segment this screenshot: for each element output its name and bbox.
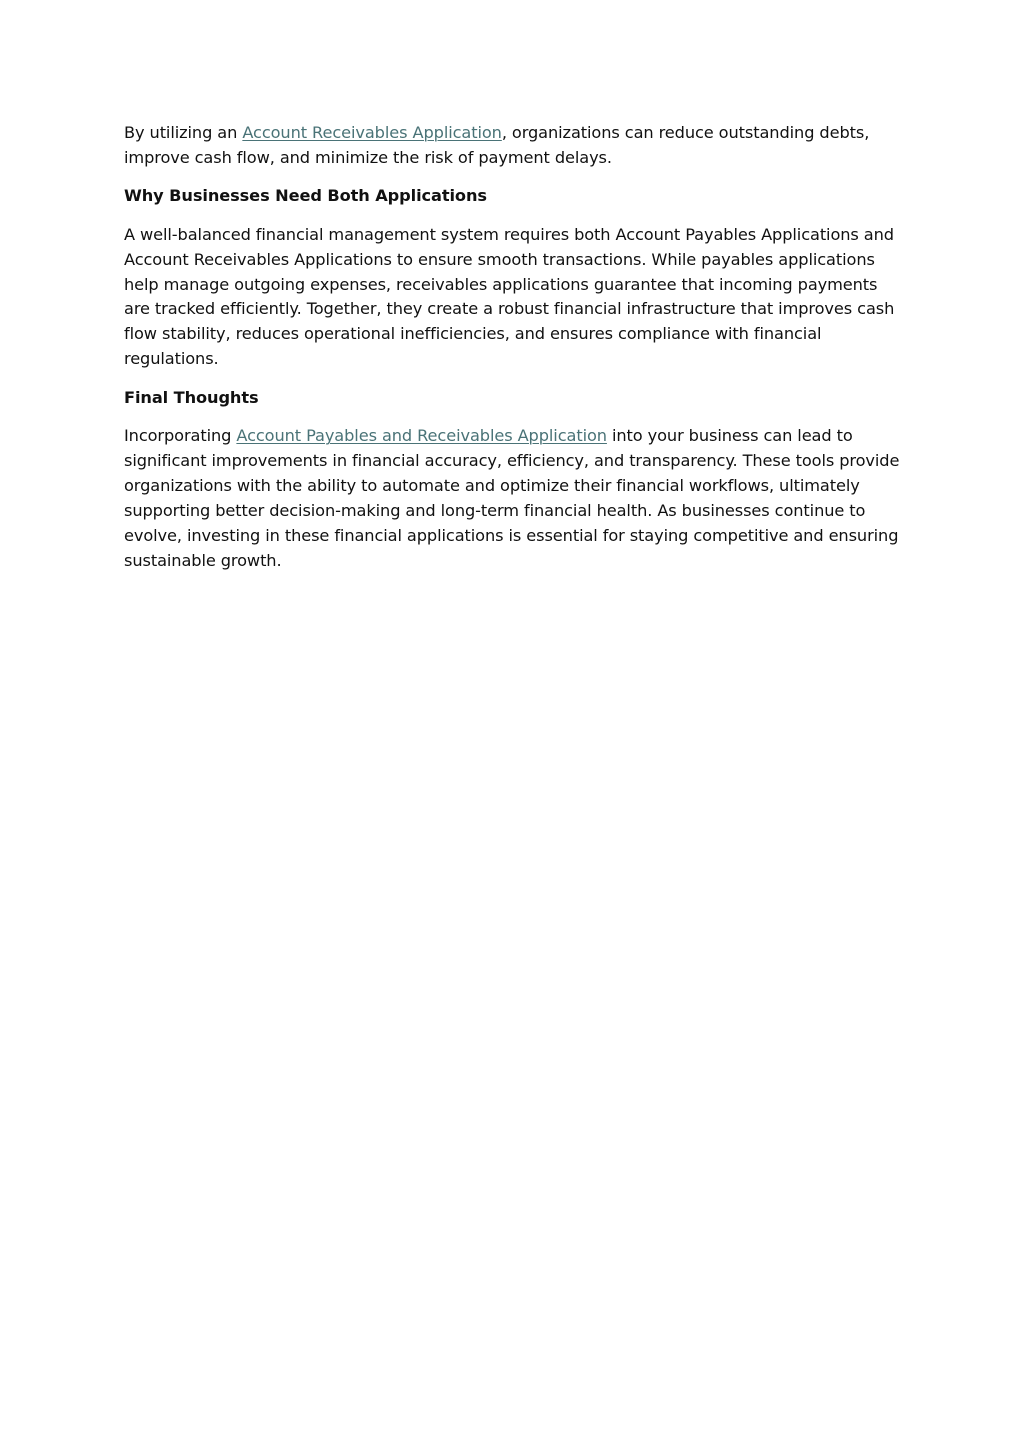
section-heading-final: Final Thoughts xyxy=(124,387,259,407)
section-heading-why: Why Businesses Need Both Applications xyxy=(124,186,487,206)
payables-receivables-link[interactable]: Account Payables and Receivables Application xyxy=(236,426,607,446)
final-text-before: Incorporating xyxy=(124,426,237,446)
intro-paragraph xyxy=(124,121,904,171)
final-text-after: into your business can lead to significant improvements in financial accuracy, efficiency, and transparency. These tools provide organizations with the ability to automate and optimize their financial workflows, ultimately supporting better decision-making and long-term financial health. As businesses continue to evolve, investing in these financial applications is essential for staying competitive and ensuring sustainable growth. xyxy=(124,426,900,570)
intro-text-after: , organizations can reduce outstanding debts, improve cash flow, and minimize the risk of payment delays. xyxy=(124,123,870,167)
document-page xyxy=(124,121,904,587)
why-paragraph: A well-balanced financial management system requires both Account Payables Applications and Account Receivables Applications to ensure smooth transactions. While payables applications help manage outgoing expenses, receivables applications guarantee that incoming payments are tracked efficiently. Together, they create a robust financial infrastructure that improves cash flow stability, reduces operational inefficiencies, and ensures compliance with financial regulations. xyxy=(124,224,895,369)
final-paragraph xyxy=(124,424,904,573)
intro-text-before: By utilizing an xyxy=(124,123,243,142)
account-receivables-link[interactable]: Account Receivables Application xyxy=(242,123,502,142)
